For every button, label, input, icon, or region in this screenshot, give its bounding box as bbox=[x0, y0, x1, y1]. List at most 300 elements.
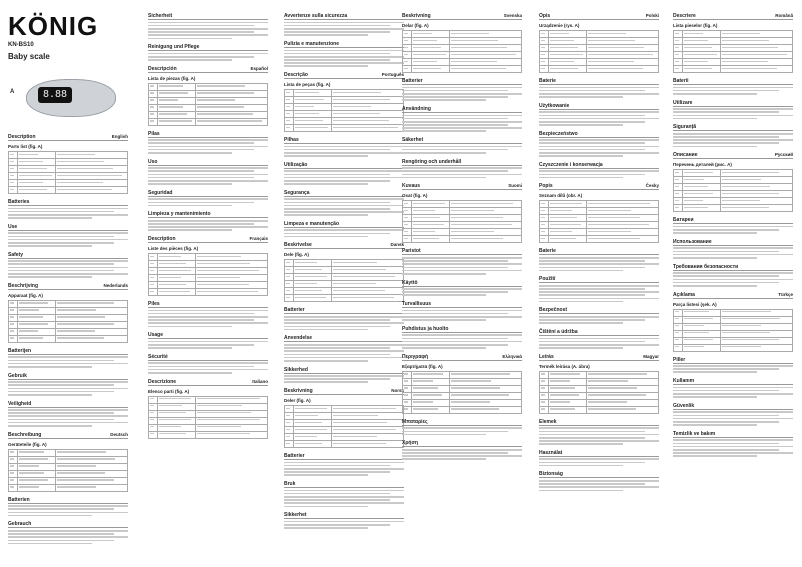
text-placeholder bbox=[197, 120, 262, 121]
table-cell bbox=[18, 152, 56, 159]
language-label: Nederlands bbox=[103, 282, 128, 288]
table-cell bbox=[18, 456, 56, 463]
section-header bbox=[539, 162, 659, 169]
section-header bbox=[539, 354, 659, 361]
table-row bbox=[403, 406, 522, 413]
text-placeholder bbox=[675, 61, 679, 62]
text-line bbox=[284, 319, 390, 321]
text-placeholder bbox=[295, 422, 322, 423]
table-row bbox=[403, 215, 522, 222]
text-line bbox=[8, 381, 128, 383]
section-header bbox=[148, 190, 268, 197]
table-cell bbox=[721, 177, 793, 184]
table-cell bbox=[294, 434, 332, 441]
text-line bbox=[8, 409, 128, 411]
text-placeholder bbox=[57, 330, 95, 331]
text-line bbox=[402, 347, 486, 349]
text-placeholder bbox=[286, 429, 290, 430]
section-heading: Utilizare bbox=[673, 99, 693, 106]
table-cell bbox=[56, 463, 128, 470]
section-header bbox=[673, 78, 793, 85]
text-placeholder bbox=[413, 210, 435, 211]
section-header bbox=[673, 217, 793, 224]
text-line bbox=[402, 93, 522, 95]
table-cell bbox=[683, 344, 721, 351]
text-placeholder bbox=[588, 54, 653, 55]
text-line bbox=[8, 236, 114, 238]
table-cell bbox=[412, 201, 450, 208]
table-cell bbox=[412, 222, 450, 229]
text-placeholder bbox=[10, 451, 14, 452]
table-cell bbox=[412, 59, 450, 66]
text-line bbox=[8, 263, 114, 265]
table-row bbox=[149, 83, 268, 90]
text-placeholder bbox=[159, 120, 192, 121]
table-row bbox=[285, 267, 404, 274]
text-line bbox=[539, 257, 659, 259]
section-heading: Descripción bbox=[148, 65, 177, 72]
table-cell bbox=[158, 111, 196, 118]
text-placeholder bbox=[19, 182, 43, 183]
section-heading: Bezpečnost bbox=[539, 307, 568, 314]
table-cell bbox=[450, 406, 522, 413]
table-cell bbox=[294, 97, 332, 104]
table-row bbox=[285, 441, 404, 448]
text-placeholder bbox=[197, 412, 251, 413]
text-line bbox=[284, 329, 368, 331]
text-placeholder bbox=[404, 380, 408, 381]
section-heading: Limpeza e manutenção bbox=[284, 220, 340, 227]
table-cell bbox=[56, 484, 128, 491]
table-cell bbox=[56, 187, 128, 194]
table-cell bbox=[18, 449, 56, 456]
table-cell bbox=[332, 97, 404, 104]
text-line bbox=[284, 347, 390, 349]
table-row bbox=[403, 399, 522, 406]
text-line bbox=[539, 316, 659, 318]
subsection-heading: Seznam dílů (obr. A) bbox=[539, 193, 583, 199]
section-header bbox=[148, 354, 268, 361]
table-cell bbox=[403, 52, 412, 59]
table-cell bbox=[285, 97, 294, 104]
text-line bbox=[402, 455, 522, 457]
column-1 bbox=[8, 8, 128, 560]
section-heading: Χρήση bbox=[402, 440, 418, 447]
text-placeholder bbox=[404, 394, 408, 395]
table-cell bbox=[9, 180, 18, 187]
section-header bbox=[8, 348, 128, 355]
text-placeholder bbox=[295, 443, 322, 444]
text-placeholder bbox=[197, 270, 259, 271]
table-cell bbox=[332, 260, 404, 267]
table-cell bbox=[285, 413, 294, 420]
text-placeholder bbox=[413, 238, 439, 239]
table-row bbox=[403, 371, 522, 378]
text-placeholder bbox=[675, 332, 679, 333]
text-placeholder bbox=[588, 33, 626, 34]
text-placeholder bbox=[159, 85, 183, 86]
table-row bbox=[149, 282, 268, 289]
text-placeholder bbox=[19, 154, 38, 155]
text-line bbox=[284, 56, 404, 58]
section-heading: Utilização bbox=[284, 161, 308, 168]
table-cell bbox=[9, 470, 18, 477]
table-row bbox=[403, 52, 522, 59]
text-placeholder bbox=[588, 373, 647, 374]
table-row bbox=[9, 187, 128, 194]
text-placeholder bbox=[413, 203, 445, 204]
text-placeholder bbox=[19, 451, 44, 452]
table-cell bbox=[332, 434, 404, 441]
parts-table bbox=[148, 253, 268, 296]
table-cell bbox=[403, 378, 412, 385]
table-cell bbox=[412, 38, 450, 45]
text-placeholder bbox=[404, 387, 408, 388]
table-row bbox=[540, 399, 659, 406]
table-row bbox=[149, 104, 268, 111]
table-cell bbox=[9, 449, 18, 456]
text-line bbox=[284, 34, 368, 36]
section-heading: Anvendelse bbox=[284, 335, 313, 342]
section-heading: Kullanım bbox=[673, 378, 695, 385]
table-cell bbox=[56, 307, 128, 314]
text-placeholder bbox=[197, 398, 260, 399]
text-line bbox=[673, 142, 779, 144]
text-placeholder bbox=[159, 426, 181, 427]
text-placeholder bbox=[150, 405, 154, 406]
text-placeholder bbox=[333, 269, 386, 270]
section-header bbox=[539, 450, 659, 457]
table-cell bbox=[18, 463, 56, 470]
table-cell bbox=[403, 236, 412, 243]
table-cell bbox=[158, 90, 196, 97]
section-heading: Описание bbox=[673, 152, 698, 159]
table-cell bbox=[721, 344, 793, 351]
text-placeholder bbox=[550, 61, 574, 62]
subsection-heading: Parts list (fig. A) bbox=[8, 144, 43, 149]
text-line bbox=[402, 96, 508, 98]
table-cell bbox=[721, 323, 793, 330]
section-header bbox=[673, 13, 793, 20]
section-header bbox=[8, 521, 128, 528]
section-heading: Bezpieczeństwo bbox=[539, 130, 578, 137]
section-heading: Μπαταρίες bbox=[402, 418, 428, 425]
text-placeholder bbox=[10, 330, 14, 331]
text-placeholder bbox=[57, 161, 104, 162]
column-5 bbox=[539, 8, 659, 560]
text-placeholder bbox=[159, 92, 188, 93]
table-cell bbox=[549, 59, 587, 66]
table-row bbox=[540, 215, 659, 222]
table-row bbox=[540, 45, 659, 52]
text-placeholder bbox=[722, 339, 779, 340]
table-cell bbox=[549, 201, 587, 208]
text-line bbox=[539, 115, 645, 117]
text-placeholder bbox=[722, 54, 787, 55]
table-cell bbox=[403, 66, 412, 73]
text-placeholder bbox=[684, 172, 713, 173]
table-cell bbox=[18, 300, 56, 307]
text-placeholder bbox=[451, 401, 490, 402]
table-cell bbox=[9, 477, 18, 484]
table-cell bbox=[149, 289, 158, 296]
section-heading: Čištění a údržba bbox=[539, 329, 578, 335]
table-row bbox=[540, 236, 659, 243]
text-placeholder bbox=[722, 207, 769, 208]
table-cell bbox=[721, 31, 793, 38]
text-placeholder bbox=[159, 291, 190, 292]
text-placeholder bbox=[684, 200, 703, 201]
section-heading: Veiligheid bbox=[8, 400, 32, 407]
text-line bbox=[402, 115, 522, 117]
table-cell bbox=[332, 267, 404, 274]
table-row bbox=[9, 166, 128, 173]
section-header bbox=[8, 134, 128, 141]
text-placeholder bbox=[10, 472, 14, 473]
table-row bbox=[9, 173, 128, 180]
text-placeholder bbox=[150, 113, 154, 114]
text-line bbox=[148, 341, 268, 343]
table-row bbox=[540, 371, 659, 378]
text-line bbox=[402, 288, 522, 290]
table-cell bbox=[158, 417, 196, 424]
section-heading: Descriere bbox=[673, 13, 696, 19]
text-line bbox=[673, 251, 779, 253]
section-heading: Biztonság bbox=[539, 471, 563, 478]
text-line bbox=[148, 369, 268, 371]
text-placeholder bbox=[588, 217, 640, 218]
text-placeholder bbox=[404, 210, 408, 211]
section-heading: Säkerhet bbox=[402, 137, 424, 144]
text-line bbox=[284, 378, 390, 380]
table-cell bbox=[18, 173, 56, 180]
section-header bbox=[673, 357, 793, 364]
table-cell bbox=[332, 118, 404, 125]
language-label: Italiano bbox=[252, 378, 268, 384]
section-heading: Требования безопасности bbox=[673, 263, 739, 270]
text-placeholder bbox=[451, 47, 507, 48]
text-placeholder bbox=[286, 443, 290, 444]
text-line bbox=[539, 263, 659, 265]
text-placeholder bbox=[159, 412, 186, 413]
section-heading: Paristot bbox=[402, 248, 421, 255]
text-placeholder bbox=[295, 262, 317, 263]
text-placeholder bbox=[197, 85, 245, 86]
text-placeholder bbox=[413, 373, 443, 374]
text-placeholder bbox=[295, 113, 319, 114]
table-cell bbox=[196, 83, 268, 90]
section-header bbox=[402, 354, 522, 361]
table-cell bbox=[450, 236, 522, 243]
table-cell bbox=[149, 254, 158, 261]
text-placeholder bbox=[684, 193, 713, 194]
text-placeholder bbox=[10, 458, 14, 459]
text-placeholder bbox=[404, 68, 408, 69]
table-row bbox=[540, 406, 659, 413]
text-line bbox=[673, 421, 779, 423]
section-heading: Batterijen bbox=[8, 347, 32, 354]
table-cell bbox=[158, 396, 196, 403]
text-placeholder bbox=[10, 175, 14, 176]
table-cell bbox=[285, 267, 294, 274]
text-placeholder bbox=[295, 92, 319, 93]
parts-table bbox=[402, 30, 522, 73]
text-placeholder bbox=[10, 161, 14, 162]
text-line bbox=[284, 524, 390, 526]
table-cell bbox=[549, 208, 587, 215]
table-cell bbox=[285, 295, 294, 302]
table-row bbox=[674, 66, 793, 73]
table-cell bbox=[285, 434, 294, 441]
table-cell bbox=[721, 52, 793, 59]
text-line bbox=[8, 214, 128, 216]
text-line bbox=[284, 344, 404, 346]
text-placeholder bbox=[675, 54, 679, 55]
table-cell bbox=[403, 59, 412, 66]
text-placeholder bbox=[286, 113, 290, 114]
text-line bbox=[673, 285, 757, 287]
table-cell bbox=[683, 191, 721, 198]
text-placeholder bbox=[722, 186, 770, 187]
section-header bbox=[673, 431, 793, 438]
table-cell bbox=[674, 337, 683, 344]
subsection-heading: Delar (fig. A) bbox=[402, 23, 429, 28]
text-placeholder bbox=[333, 283, 376, 284]
text-line bbox=[402, 319, 486, 321]
language-label: Norsk bbox=[391, 388, 404, 394]
table-cell bbox=[294, 118, 332, 125]
section-header bbox=[284, 190, 404, 197]
table-cell bbox=[674, 59, 683, 66]
text-line bbox=[8, 211, 114, 213]
table-row bbox=[540, 208, 659, 215]
text-line bbox=[8, 232, 128, 234]
section-heading: Gebrauch bbox=[8, 521, 32, 528]
table-row bbox=[540, 52, 659, 59]
text-line bbox=[673, 247, 793, 249]
parts-table bbox=[8, 151, 128, 194]
text-line bbox=[284, 149, 390, 151]
table-row bbox=[9, 314, 128, 321]
subsection-heading: Termék leírása (A. ábra) bbox=[539, 363, 590, 369]
section-header bbox=[284, 335, 404, 342]
table-cell bbox=[683, 330, 721, 337]
text-line bbox=[539, 347, 623, 349]
table-cell bbox=[549, 215, 587, 222]
text-placeholder bbox=[541, 33, 545, 34]
text-line bbox=[284, 183, 368, 185]
text-line bbox=[284, 146, 404, 148]
text-placeholder bbox=[451, 231, 494, 232]
section-heading: Pulizia e manutenzione bbox=[284, 40, 340, 47]
text-line bbox=[8, 536, 128, 538]
subsection-heading: Osat (fig. A) bbox=[402, 193, 428, 199]
text-line bbox=[539, 118, 659, 120]
table-cell bbox=[540, 215, 549, 222]
text-placeholder bbox=[684, 68, 712, 69]
table-row bbox=[403, 378, 522, 385]
table-cell bbox=[294, 125, 332, 132]
text-placeholder bbox=[333, 120, 389, 121]
text-placeholder bbox=[295, 408, 327, 409]
table-cell bbox=[683, 45, 721, 52]
text-line bbox=[148, 223, 254, 225]
text-placeholder bbox=[197, 433, 250, 434]
text-placeholder bbox=[550, 47, 578, 48]
parts-table bbox=[673, 169, 793, 212]
text-placeholder bbox=[722, 332, 770, 333]
table-cell bbox=[149, 424, 158, 431]
text-line bbox=[148, 362, 268, 364]
text-line bbox=[148, 183, 232, 185]
text-placeholder bbox=[333, 422, 387, 423]
table-cell bbox=[285, 111, 294, 118]
section-header bbox=[539, 131, 659, 138]
text-placeholder bbox=[10, 189, 14, 190]
language-label: Svenska bbox=[503, 13, 522, 18]
text-placeholder bbox=[675, 47, 679, 48]
table-row bbox=[285, 420, 404, 427]
text-placeholder bbox=[404, 224, 408, 225]
text-placeholder bbox=[451, 217, 503, 218]
section-header bbox=[673, 403, 793, 410]
table-cell bbox=[196, 268, 268, 275]
parts-table bbox=[8, 300, 128, 343]
table-row bbox=[285, 90, 404, 97]
text-placeholder bbox=[286, 422, 290, 423]
text-placeholder bbox=[57, 486, 96, 487]
subsection-heading: Parça listesi (şek. A) bbox=[673, 301, 717, 307]
parts-table bbox=[284, 259, 404, 302]
text-placeholder bbox=[150, 263, 154, 264]
section-heading: Bruk bbox=[284, 481, 296, 487]
text-placeholder bbox=[550, 210, 572, 211]
text-placeholder bbox=[159, 398, 191, 399]
text-line bbox=[539, 291, 659, 293]
text-line bbox=[148, 152, 232, 154]
table-row bbox=[403, 45, 522, 52]
table-cell bbox=[450, 201, 522, 208]
text-placeholder bbox=[541, 231, 545, 232]
text-line bbox=[148, 202, 254, 204]
table-cell bbox=[721, 309, 793, 316]
table-cell bbox=[587, 222, 659, 229]
model-number: KN-BS10 bbox=[8, 42, 34, 48]
text-placeholder bbox=[722, 325, 761, 326]
text-placeholder bbox=[541, 401, 545, 402]
text-line bbox=[402, 257, 522, 259]
table-cell bbox=[549, 371, 587, 378]
text-placeholder bbox=[684, 332, 709, 333]
section-header bbox=[284, 481, 404, 488]
table-cell bbox=[294, 441, 332, 448]
text-line bbox=[8, 425, 92, 427]
text-placeholder bbox=[295, 120, 323, 121]
table-cell bbox=[450, 38, 522, 45]
text-line bbox=[539, 462, 645, 464]
scale-display: 8.88 bbox=[38, 87, 72, 103]
table-cell bbox=[721, 316, 793, 323]
text-placeholder bbox=[413, 401, 433, 402]
text-placeholder bbox=[413, 394, 442, 395]
text-placeholder bbox=[451, 54, 516, 55]
section-header bbox=[539, 183, 659, 190]
table-row bbox=[403, 229, 522, 236]
parts-table bbox=[8, 449, 128, 492]
text-line bbox=[402, 449, 522, 451]
table-cell bbox=[158, 97, 196, 104]
text-placeholder bbox=[159, 405, 182, 406]
